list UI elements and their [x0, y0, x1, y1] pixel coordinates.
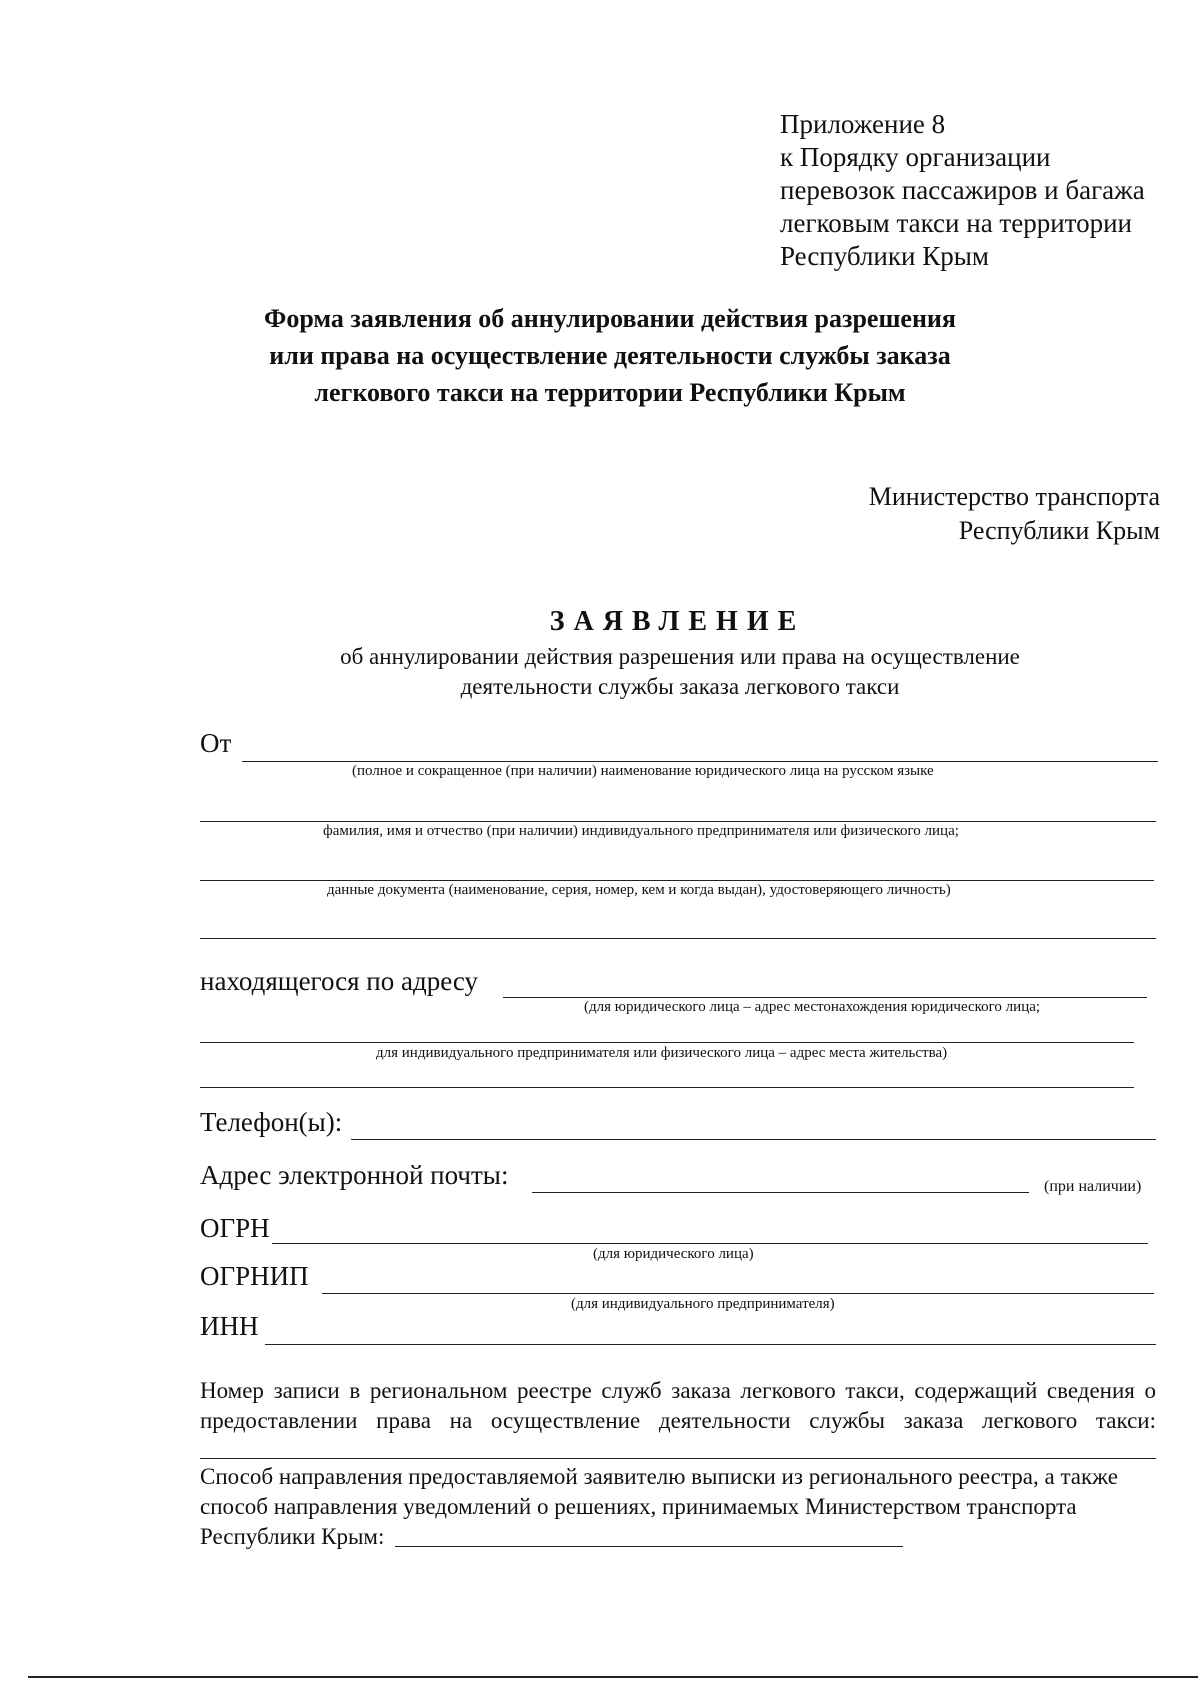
- delivery-paragraph: [200, 1462, 1156, 1552]
- document-heading: ЗАЯВЛЕНИЕ: [549, 606, 806, 637]
- annex-line: Приложение 8: [780, 109, 946, 139]
- ogrnip-line[interactable]: [322, 1293, 1154, 1294]
- address-caption-person: для индивидуального предпринимателя или физического лица – адрес места жительства): [376, 1045, 948, 1061]
- address-line[interactable]: [503, 997, 1147, 998]
- address-line-3[interactable]: [200, 1087, 1134, 1088]
- ogrn-line[interactable]: [272, 1243, 1148, 1244]
- page-bottom-rule: [28, 1676, 1198, 1678]
- form-title-line: или права на осуществление деятельности службы заказа: [269, 341, 951, 370]
- from-label: От: [200, 728, 232, 758]
- document-subtitle: [280, 642, 1080, 702]
- from-caption-id-document: данные документа (наименование, серия, номер, кем и когда выдан), удостоверяющего личность): [327, 882, 951, 898]
- address-line-2[interactable]: [200, 1042, 1134, 1043]
- address-label: находящегося по адресу: [200, 966, 478, 996]
- annex-line: перевозок пассажиров и багажа: [780, 175, 1145, 205]
- inn-label: ИНН: [200, 1311, 259, 1341]
- annex-line: к Порядку организации: [780, 142, 1051, 172]
- email-note: (при наличии): [1044, 1178, 1142, 1195]
- annex-reference: [780, 108, 1145, 273]
- delivery-line: способ направления уведомлений о решениях, принимаемых Министерством транспорта: [200, 1494, 1077, 1519]
- ogrn-caption: (для юридического лица): [593, 1246, 754, 1262]
- form-title: [180, 300, 1040, 411]
- email-label: Адрес электронной почты:: [200, 1160, 509, 1190]
- delivery-line: Республики Крым:: [200, 1524, 385, 1549]
- form-title-line: легкового такси на территории Республики Крым: [314, 378, 906, 407]
- annex-line: Республики Крым: [780, 241, 989, 271]
- annex-line: легковым такси на территории: [780, 208, 1133, 238]
- recipient-line: Республики Крым: [958, 516, 1160, 545]
- from-id-document-line[interactable]: [200, 880, 1154, 881]
- from-caption-legal-name: (полное и сокращенное (при наличии) наименование юридического лица на русском языке: [352, 763, 934, 779]
- phone-label: Телефон(ы):: [200, 1107, 343, 1137]
- address-caption-legal: (для юридического лица – адрес местонахождения юридического лица;: [584, 999, 1041, 1015]
- from-name-line[interactable]: [242, 761, 1158, 762]
- document-subtitle-line: об аннулировании действия разрешения или права на осуществление: [340, 644, 1020, 669]
- registry-paragraph: [200, 1376, 1156, 1436]
- recipient: [869, 480, 1160, 548]
- registry-line: Номер записи в региональном реестре служб заказа легкового такси, содержащий сведения о: [200, 1378, 1156, 1403]
- email-line[interactable]: [532, 1192, 1029, 1193]
- recipient-line: Министерство транспорта: [868, 482, 1160, 511]
- registry-line: предоставлении права на осуществление деятельности службы заказа легкового такси:: [200, 1408, 1156, 1433]
- form-title-line: Форма заявления об аннулировании действия разрешения: [264, 304, 956, 333]
- phone-line[interactable]: [351, 1139, 1156, 1140]
- from-caption-person-name: фамилия, имя и отчество (при наличии) индивидуального предпринимателя или физического лица;: [323, 823, 959, 839]
- inn-line[interactable]: [265, 1344, 1156, 1345]
- delivery-line: Способ направления предоставляемой заявителю выписки из регионального реестра, а также: [200, 1464, 1118, 1489]
- ogrnip-label: ОГРНИП: [200, 1261, 309, 1291]
- ogrn-label: ОГРН: [200, 1213, 270, 1243]
- ogrnip-caption: (для индивидуального предпринимателя): [571, 1296, 835, 1312]
- registry-number-line[interactable]: [200, 1458, 1156, 1459]
- document-subtitle-line: деятельности службы заказа легкового такси: [460, 674, 900, 699]
- delivery-method-line[interactable]: [395, 1546, 903, 1547]
- from-extra-line[interactable]: [200, 938, 1156, 939]
- from-fullname-line[interactable]: [200, 821, 1156, 822]
